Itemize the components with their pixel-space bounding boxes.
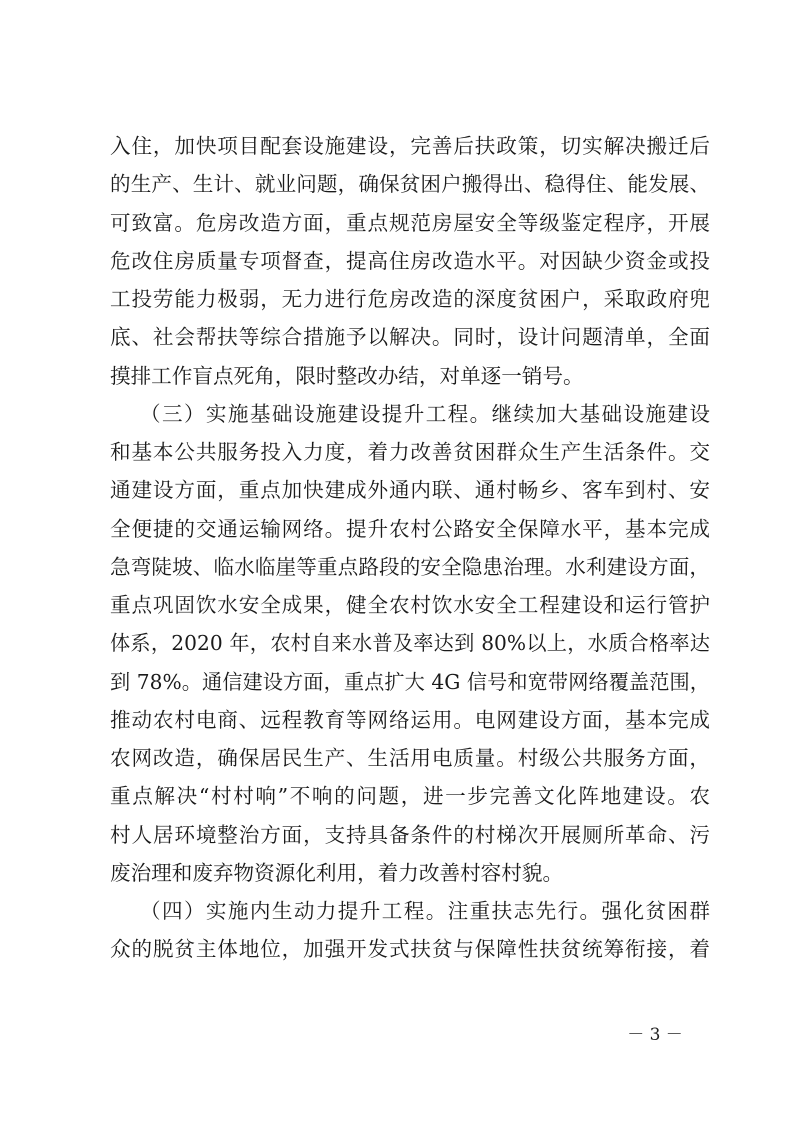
text-line: 入住，加快项目配套设施建设，完善后扶政策，切实解决搬迁后: [110, 134, 710, 158]
text-line: 危改住房质量专项督查，提高住房改造水平。对因缺少资金或投: [110, 248, 710, 273]
text-line: 众的脱贫主体地位，加强开发式扶贫与保障性扶贫统筹衔接，着: [110, 937, 710, 962]
text-line: 的生产、生计、就业问题，确保贫困户搬得出、稳得住、能发展、: [110, 172, 710, 197]
text-line: 全便捷的交通运输网络。提升农村公路安全保障水平，基本完成: [110, 516, 710, 541]
text-line: 体系，2020 年，农村自来水普及率达到 80%以上，水质合格率达: [110, 631, 710, 656]
text-line: 推动农村电商、远程教育等网络运用。电网建设方面，基本完成: [110, 707, 710, 732]
text-line: 重点巩固饮水安全成果，健全农村饮水安全工程建设和运行管护: [110, 593, 710, 617]
page-number: － 3 －: [627, 1025, 683, 1045]
section-heading-line: （三）实施基础设施建设提升工程。继续加大基础设施建设: [140, 401, 710, 426]
section-heading-line: （四）实施内生动力提升工程。注重扶志先行。强化贫困群: [140, 899, 710, 923]
text-line: 底、社会帮扶等综合措施予以解决。同时，设计问题清单，全面: [110, 325, 710, 350]
text-line: 急弯陡坡、临水临崖等重点路段的安全隐患治理。水利建设方面，: [110, 554, 710, 579]
text-line: 摸排工作盲点死角，限时整改办结，对单逐一销号。: [110, 363, 584, 388]
text-line: 通建设方面，重点加快建成外通内联、通村畅乡、客车到村、安: [110, 478, 710, 503]
text-line: 工投劳能力极弱，无力进行危房改造的深度贫困户，采取政府兜: [110, 287, 710, 311]
text-line: 到 78%。通信建设方面，重点扩大 4G 信号和宽带网络覆盖范围，: [110, 669, 710, 694]
text-line: 村人居环境整治方面，支持具备条件的村梯次开展厕所革命、污: [110, 822, 710, 847]
text-line: 废治理和废弃物资源化利用，着力改善村容村貌。: [110, 860, 564, 885]
text-line: 和基本公共服务投入力度，着力改善贫困群众生产生活条件。交: [110, 440, 710, 464]
text-line: 可致富。危房改造方面，重点规范房屋安全等级鉴定程序，开展: [110, 210, 710, 235]
body-text: [110, 127, 710, 969]
text-line: 农网改造，确保居民生产、生活用电质量。村级公共服务方面，: [110, 746, 710, 770]
text-line: 重点解决“村村响”不响的问题，进一步完善文化阵地建设。农: [110, 784, 710, 809]
